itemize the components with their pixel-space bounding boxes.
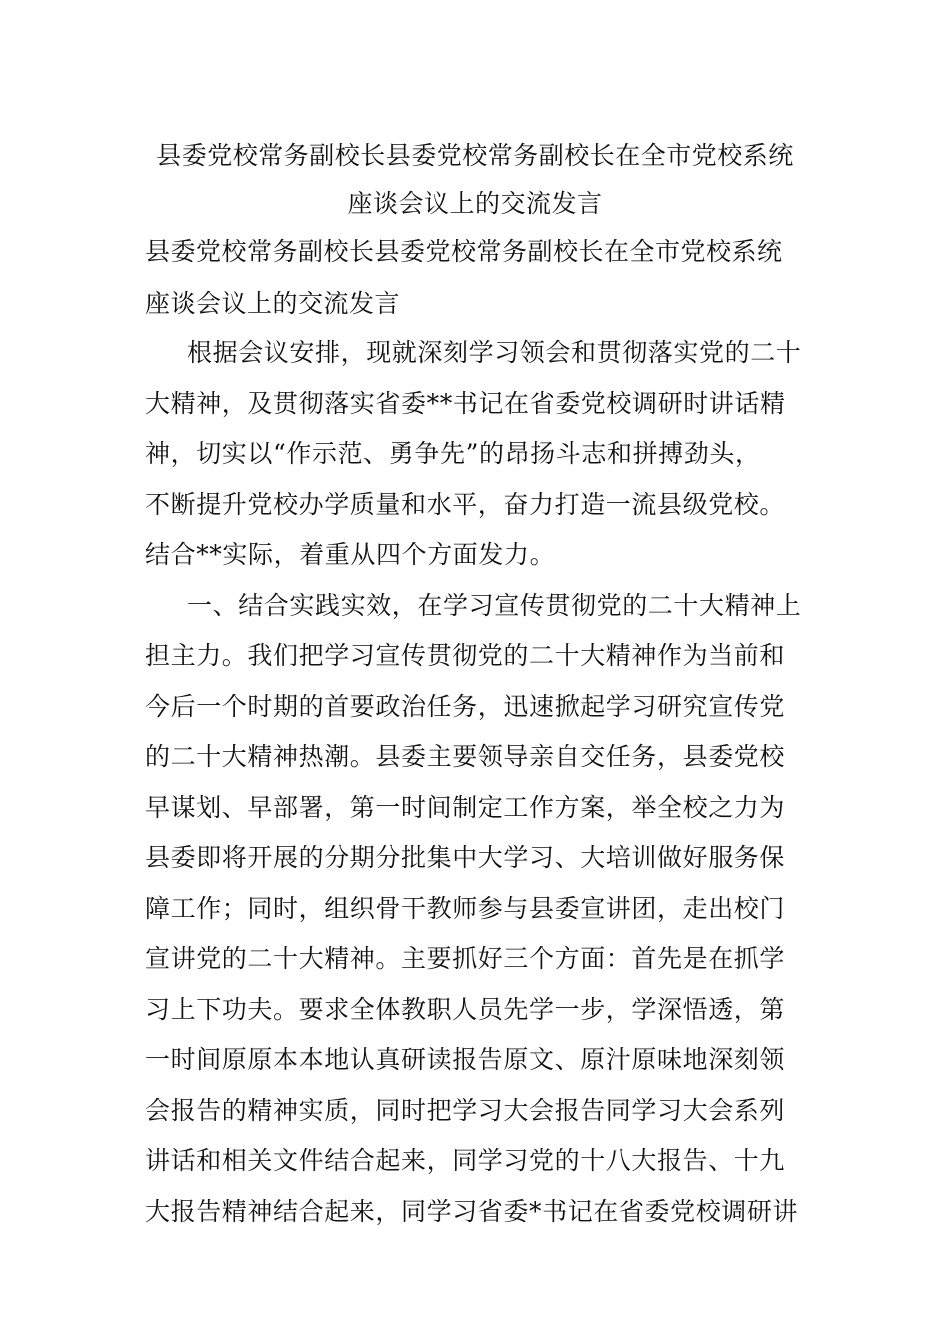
paragraph-line: 根据会议安排，现就深刻学习领会和贯彻落实党的二十 (187, 338, 802, 367)
paragraph-line: 讲话和相关文件结合起来，同学习党的十八大报告、十九 (145, 1146, 786, 1175)
paragraph-line: 早谋划、早部署，第一时间制定工作方案，举全校之力为 (145, 792, 786, 822)
paragraph-line: 会报告的精神实质，同时把学习大会报告同学习大会系列 (145, 1095, 786, 1125)
repeated-title (145, 226, 815, 330)
paragraph-line: 大报告精神结合起来，同学习省委*书记在省委党校调研讲 (145, 1196, 799, 1226)
paragraph-line: 宣讲党的二十大精神。主要抓好三个方面：首先是在抓学 (145, 944, 786, 973)
paragraph-line: 习上下功夫。要求全体教职人员先学一步，学深悟透，第 (145, 994, 786, 1024)
paragraph-line: 一时间原原本本地认真研读报告原文、原汁原味地深刻领 (145, 1045, 786, 1074)
title-line-2: 座谈会议上的交流发言 (347, 189, 603, 218)
paragraph-line: 障工作；同时，组织骨干教师参与县委宣讲团，走出校门 (145, 893, 786, 923)
paragraph-section-one (145, 581, 815, 1238)
paragraph-line: 一、结合实践实效，在学习宣传贯彻党的二十大精神上 (187, 590, 802, 620)
paragraph-intro (145, 328, 815, 581)
paragraph-line: 结合**实际，着重从四个方面发力。 (145, 540, 556, 569)
paragraph-line: 今后一个时期的首要政治任务，迅速掀起学习研究宣传党 (145, 691, 786, 721)
document-body (145, 328, 815, 1237)
paragraph-line: 不断提升党校办学质量和水平，奋力打造一流县级党校。 (145, 489, 786, 519)
paragraph-line: 的二十大精神热潮。县委主要领导亲自交任务，县委党校 (145, 742, 786, 771)
paragraph-line: 神，切实以“作示范、勇争先”的昂扬斗志和拼搏劲头， (145, 439, 761, 468)
title-line-1: 县委党校常务副校长县委党校常务副校长在全市党校系统 (156, 141, 794, 170)
paragraph-line: 担主力。我们把学习宣传贯彻党的二十大精神作为当前和 (145, 641, 786, 670)
repeated-title-line-1: 县委党校常务副校长县委党校常务副校长在全市党校系统 (145, 237, 783, 266)
document-title (130, 132, 820, 228)
repeated-title-line-2: 座谈会议上的交流发言 (145, 289, 401, 318)
paragraph-line: 县委即将开展的分期分批集中大学习、大培训做好服务保 (145, 843, 786, 872)
paragraph-line: 大精神，及贯彻落实省委**书记在省委党校调研时讲话精 (145, 388, 786, 418)
